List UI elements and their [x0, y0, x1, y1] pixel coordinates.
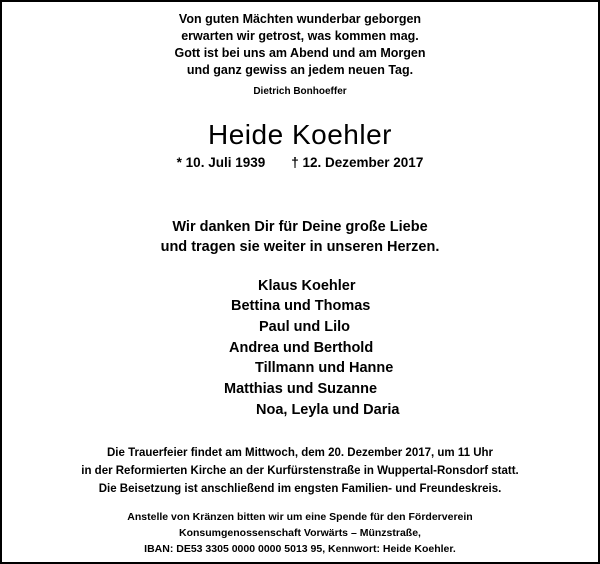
- poem-author: Dietrich Bonhoeffer: [253, 86, 347, 97]
- life-dates: [2, 155, 598, 170]
- poem-line: Von guten Mächten wunderbar geborgen: [178, 12, 422, 26]
- service-info: [2, 444, 598, 498]
- service-line: Die Trauerfeier findet am Mittwoch, dem 20. Dezember 2017, um 11 Uhr: [106, 447, 494, 459]
- service-line: in der Reformierten Kirche an der Kurfürstenstraße in Wuppertal-Ronsdorf statt.: [81, 465, 519, 477]
- death-date: † 12. Dezember 2017: [291, 155, 424, 170]
- deceased-name: Heide Koehler: [208, 119, 392, 150]
- donation-info: [2, 509, 598, 557]
- family-member: Tillmann und Hanne: [255, 360, 394, 376]
- poem: [2, 11, 598, 79]
- family-member: Paul und Lilo: [259, 319, 351, 335]
- thanks-message: [2, 217, 598, 257]
- poem-line: Gott ist bei uns am Abend und am Morgen: [174, 46, 426, 60]
- family-member: Andrea und Berthold: [229, 340, 374, 356]
- family-member: Matthias und Suzanne: [224, 381, 378, 397]
- service-line: Die Beisetzung ist anschließend im engsten Familien- und Freundeskreis.: [98, 483, 502, 495]
- poem-line: und ganz gewiss an jedem neuen Tag.: [186, 63, 414, 77]
- donation-line: IBAN: DE53 3305 0000 0000 5013 95, Kennwort: Heide Koehler.: [144, 543, 456, 555]
- donation-line: Anstelle von Kränzen bitten wir um eine Spende für den Förderverein: [127, 511, 473, 523]
- family-member: Bettina und Thomas: [231, 298, 371, 314]
- thanks-line: Wir danken Dir für Deine große Liebe: [172, 219, 428, 235]
- birth-date: * 10. Juli 1939: [176, 155, 266, 170]
- poem-line: erwarten wir getrost, was kommen mag.: [181, 29, 419, 43]
- family-member: Klaus Koehler: [258, 278, 356, 294]
- family-member: Noa, Leyla und Daria: [256, 402, 400, 418]
- thanks-line: und tragen sie weiter in unseren Herzen.: [160, 239, 440, 255]
- donation-line: Konsumgenossenschaft Vorwärts – Münzstraße,: [179, 527, 421, 539]
